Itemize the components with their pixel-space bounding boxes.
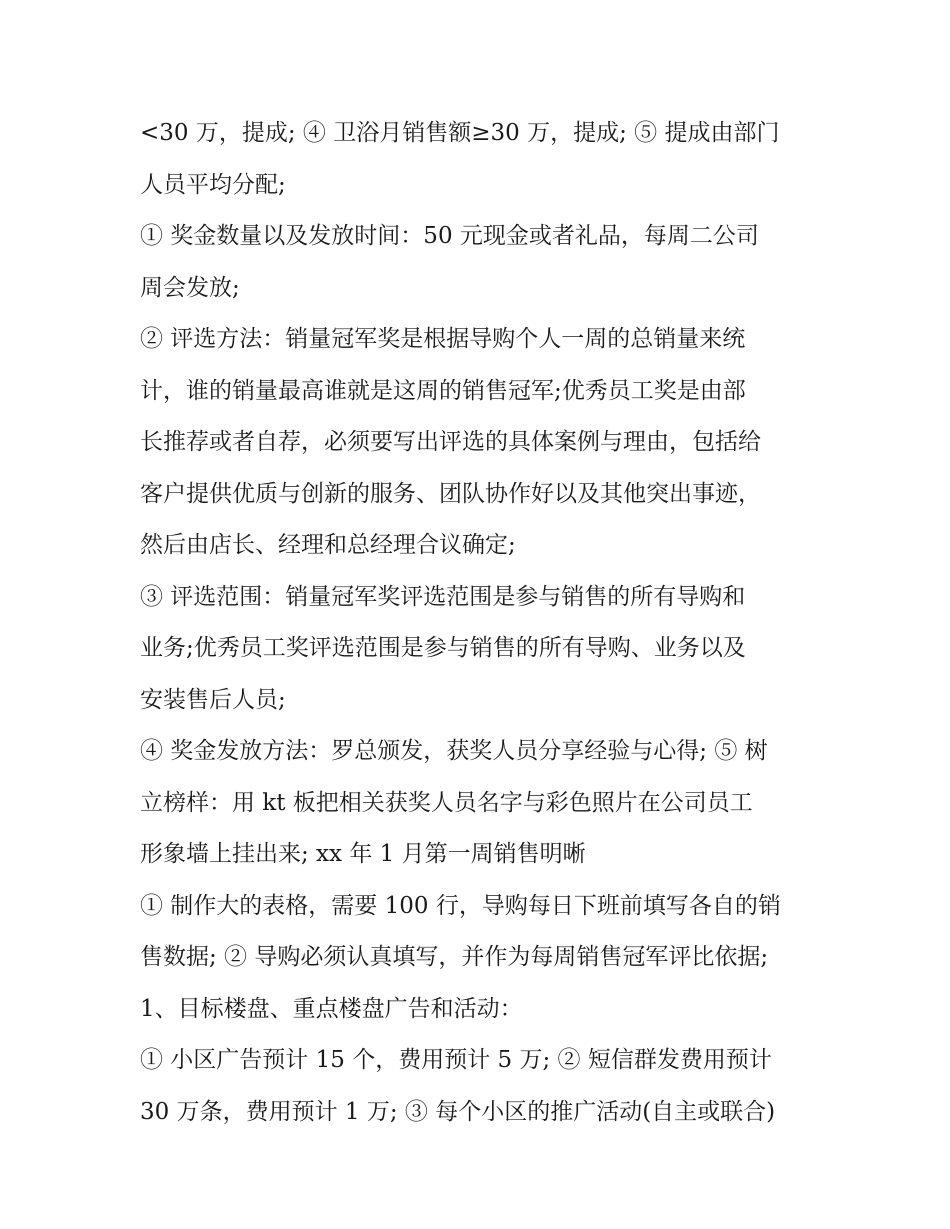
- text-line: 然后由店长、经理和总经理合议确定;: [140, 532, 516, 558]
- text-line: 人员平均分配;: [140, 171, 286, 198]
- text-line: 计，谁的销量最高谁就是这周的销售冠军;优秀员工奖是由部: [140, 377, 746, 404]
- text-line: ① 奖金数量以及发放时间：50 元现金或者礼品，每周二公司: [140, 223, 759, 249]
- text-line: 周会发放;: [140, 274, 240, 301]
- text-line: ③ 评选范围：销量冠军奖评选范围是参与销售的所有导购和: [140, 583, 746, 610]
- text-line: ① 小区广告预计 15 个，费用预计 5 万; ② 短信群发费用预计: [140, 1047, 772, 1073]
- document-body: [140, 108, 830, 1138]
- text-line: 1、目标楼盘、重点楼盘广告和活动：: [140, 995, 523, 1022]
- text-line: 安装售后人员;: [140, 686, 286, 713]
- text-line: 立榜样：用 kt 板把相关获奖人员名字与彩色照片在公司员工: [140, 789, 753, 816]
- text-line: 客户提供优质与创新的服务、团队协作好以及其他突出事迹，: [140, 480, 761, 507]
- text-line: ④ 奖金发放方法：罗总颁发，获奖人员分享经验与心得; ⑤ 树: [140, 738, 768, 764]
- text-line: 售数据; ② 导购必须认真填写，并作为每周销售冠军评比依据;: [140, 944, 769, 970]
- text-line: 长推荐或者自荐，必须要写出评选的具体案例与理由，包括给: [140, 429, 761, 455]
- text-line: ① 制作大的表格，需要 100 行，导购每日下班前填写各自的销: [140, 892, 781, 919]
- text-line: 形象墙上挂出来; xx 年 1 月第一周销售明晰: [140, 841, 586, 867]
- text-line: <30 万，提成; ④ 卫浴月销售额≥30 万，提成; ⑤ 提成由部门: [140, 120, 780, 146]
- text-line: 30 万条，费用预计 1 万; ③ 每个小区的推广活动(自主或联合): [140, 1098, 776, 1125]
- text-line: ② 评选方法：销量冠军奖是根据导购个人一周的总销量来统: [140, 326, 746, 352]
- text-line: 业务;优秀员工奖评选范围是参与销售的所有导购、业务以及: [140, 635, 746, 661]
